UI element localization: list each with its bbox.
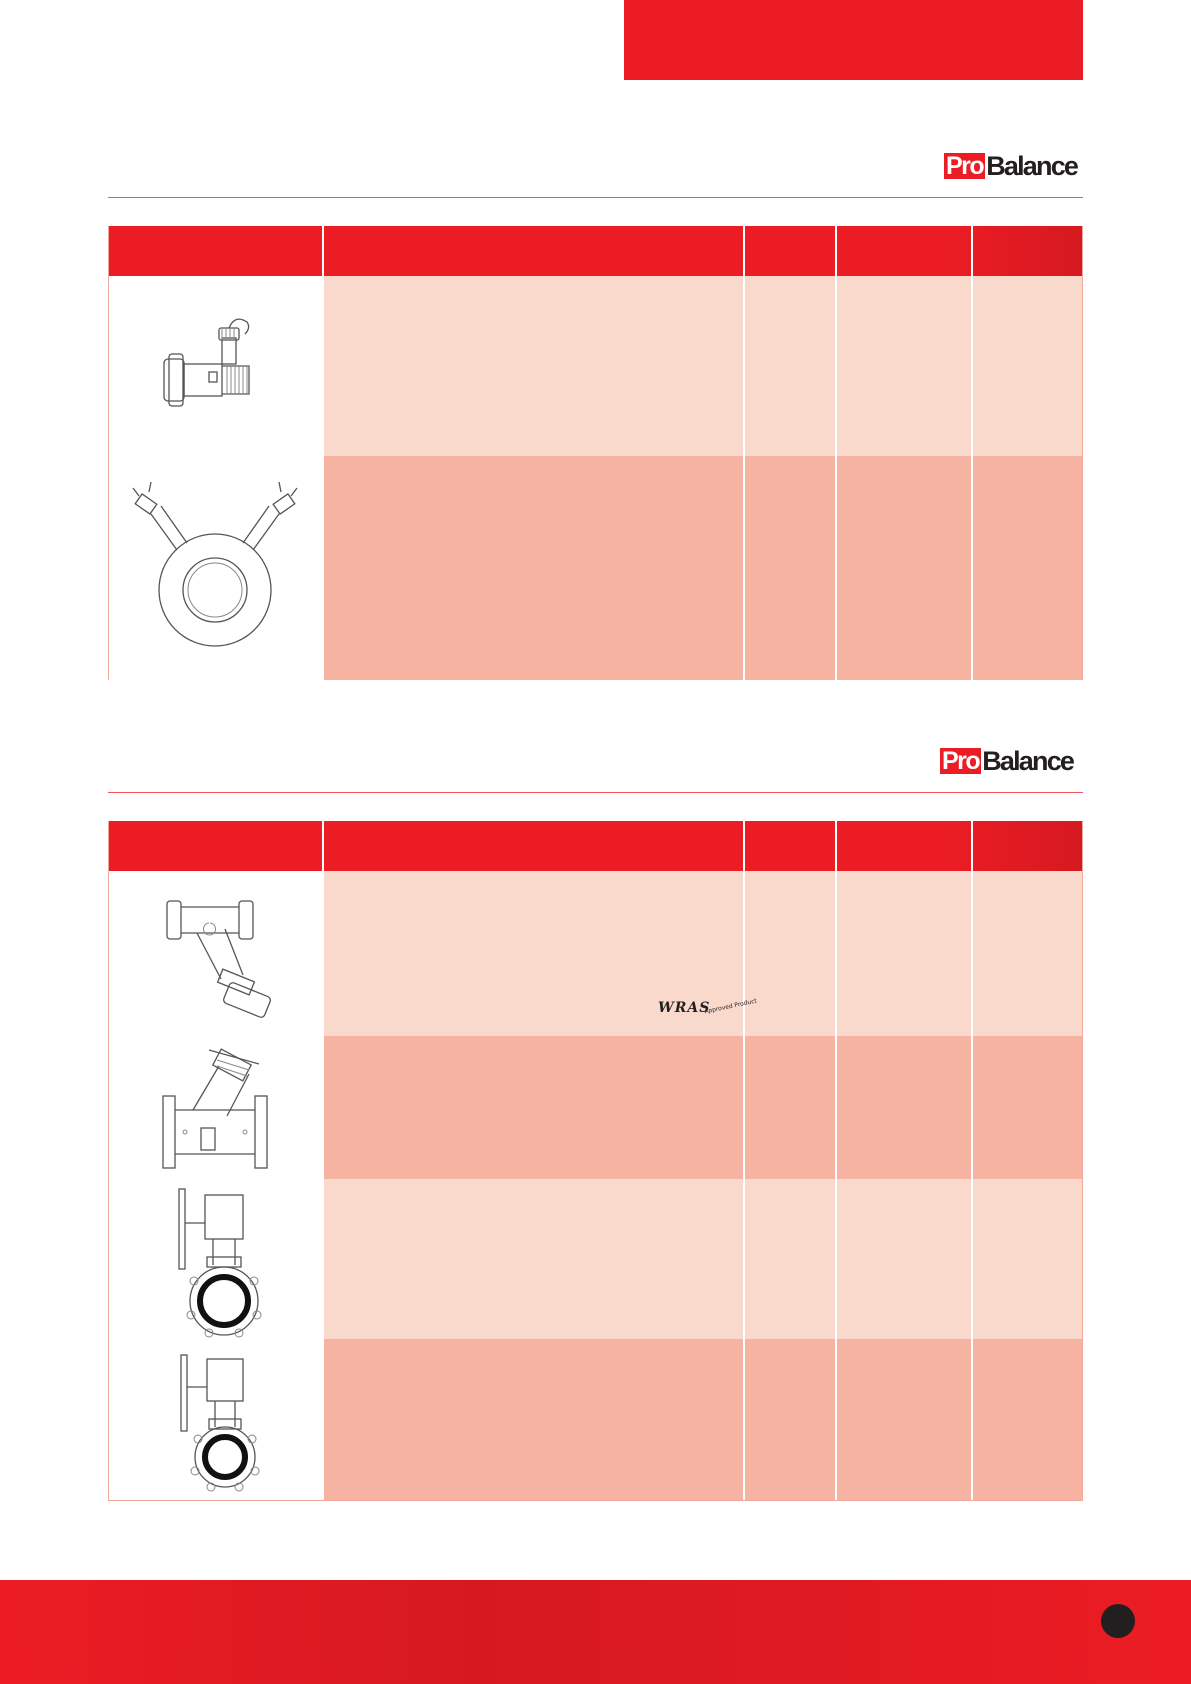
probalance-logo	[940, 746, 1073, 776]
flanged-balancing-valve-icon	[109, 1036, 324, 1179]
logo-pro: Pro	[946, 152, 984, 180]
table-header	[109, 821, 1082, 871]
threaded-balancing-valve-icon	[109, 276, 324, 456]
table-header	[109, 226, 1082, 276]
product-table	[108, 821, 1083, 1501]
product-image-cell	[109, 1339, 324, 1500]
top-red-banner	[624, 0, 1083, 80]
product-image-cell	[109, 456, 324, 680]
lugged-butterfly-valve-icon	[109, 1339, 324, 1500]
table-row	[109, 871, 1082, 1036]
section-divider	[108, 197, 1083, 198]
probalance-logo	[944, 151, 1077, 181]
product-image-cell	[109, 1036, 324, 1179]
product-table	[108, 226, 1083, 680]
table-row	[109, 1036, 1082, 1179]
wafer-orifice-plate-icon	[109, 456, 324, 680]
table-row	[109, 1339, 1082, 1500]
table-row	[109, 1179, 1082, 1339]
logo-balance: Balance	[986, 151, 1078, 181]
table-row	[109, 276, 1082, 456]
page-number-dot	[1101, 1604, 1135, 1638]
y-pattern-balancing-valve-icon	[109, 871, 324, 1036]
footer-red-band	[0, 1580, 1191, 1684]
wras-approval-badge: WRAS	[658, 1000, 711, 1016]
section-divider	[108, 792, 1083, 793]
table-row	[109, 456, 1082, 680]
wras-badge-subtext: Approved Product	[703, 997, 758, 1016]
lugged-butterfly-valve-icon	[109, 1179, 324, 1339]
product-image-cell	[109, 1179, 324, 1339]
product-image-cell	[109, 276, 324, 456]
product-image-cell	[109, 871, 324, 1036]
logo-balance: Balance	[982, 746, 1074, 776]
logo-pro: Pro	[942, 747, 980, 775]
